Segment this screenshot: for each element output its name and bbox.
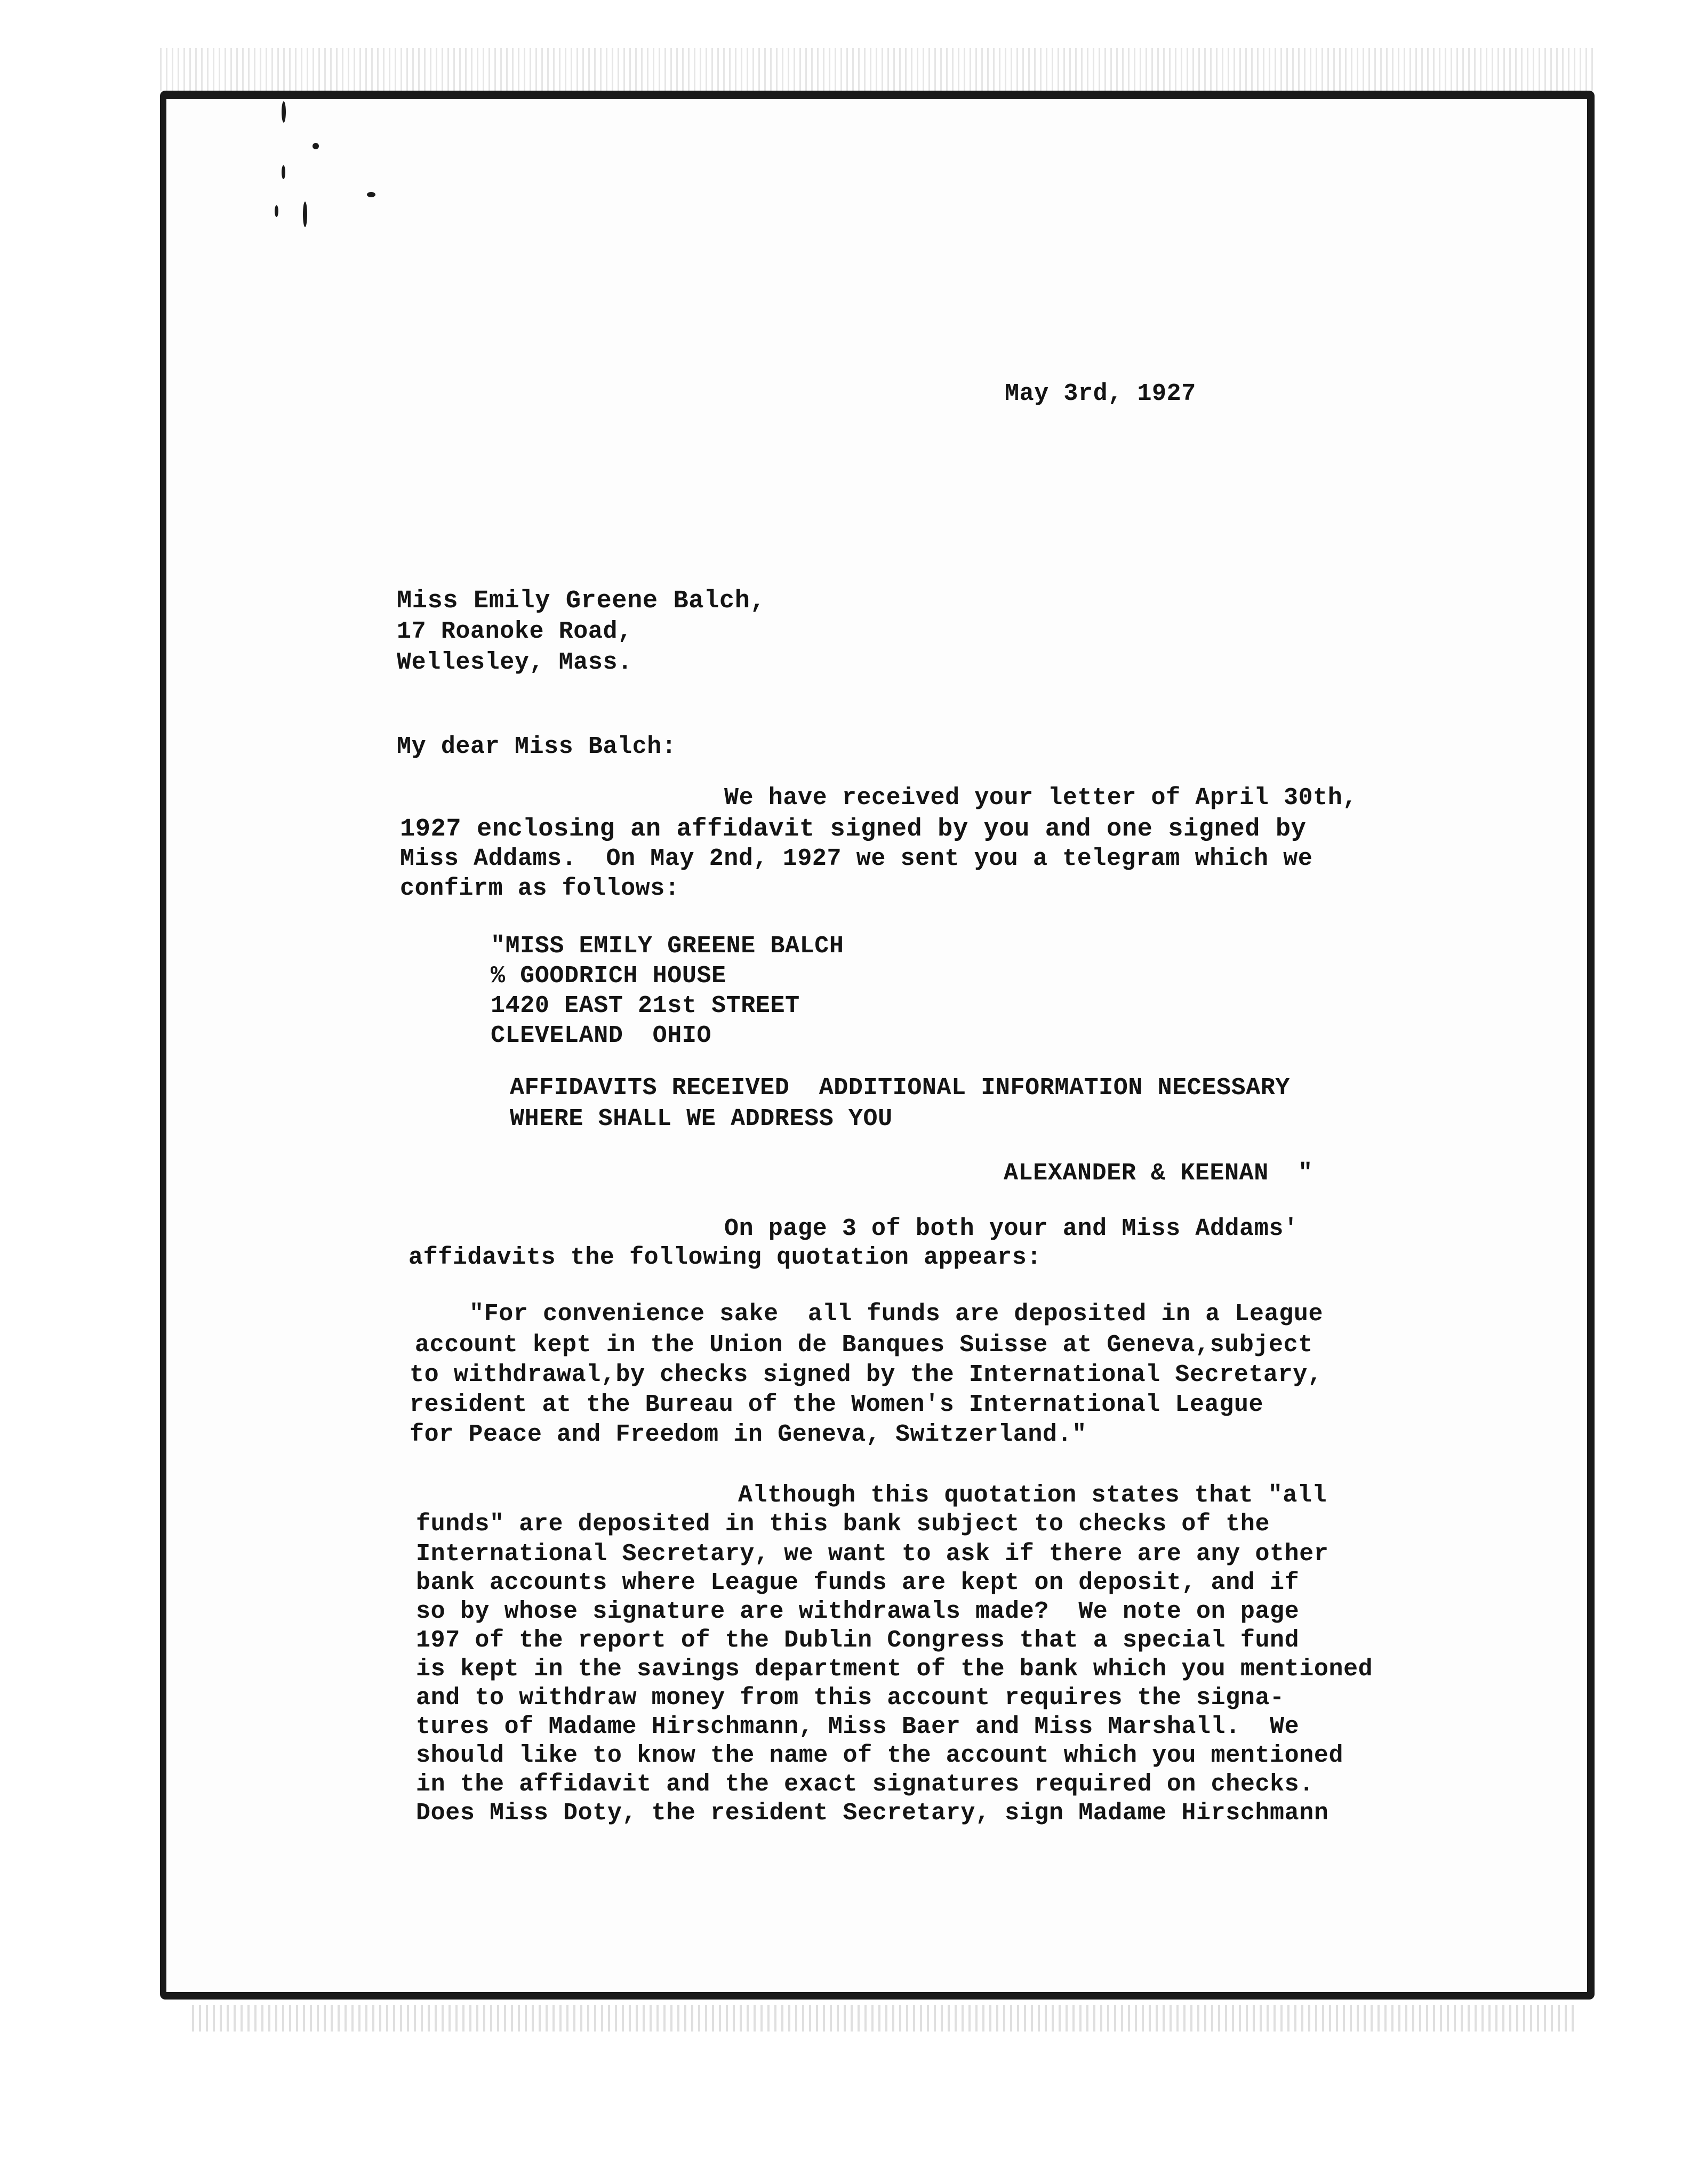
paragraph-line: bank accounts where League funds are kept on deposit, and if <box>416 1569 1300 1596</box>
margin-mark <box>282 101 286 123</box>
quotation-line: resident at the Bureau of the Women's International League <box>410 1391 1264 1418</box>
margin-mark <box>303 202 307 227</box>
paragraph-line: We have received your letter of April 30th, <box>724 784 1357 812</box>
paragraph-line: Miss Addams. On May 2nd, 1927 we sent you a telegram which we <box>400 845 1313 872</box>
paragraph-line: International Secretary, we want to ask if there are any other <box>416 1540 1329 1568</box>
recipient-name: Miss Emily Greene Balch, <box>397 587 766 615</box>
quotation-line: to withdrawal,by checks signed by the International Secretary, <box>410 1361 1323 1388</box>
paragraph-line: and to withdraw money from this account requires the signa- <box>416 1684 1285 1712</box>
paragraph-line: in the affidavit and the exact signatures required on checks. <box>416 1771 1314 1798</box>
margin-mark <box>275 205 278 217</box>
paragraph-line: funds" are deposited in this bank subject to checks of the <box>416 1511 1270 1538</box>
quotation-line: "For convenience sake all funds are deposited in a League <box>469 1300 1324 1328</box>
paragraph-line: Although this quotation states that "all <box>738 1482 1327 1509</box>
telegram-body-line: WHERE SHALL WE ADDRESS YOU <box>510 1105 893 1133</box>
paragraph-line: 197 of the report of the Dublin Congress that a special fund <box>416 1627 1300 1654</box>
paragraph-line: so by whose signature are withdrawals made? We note on page <box>416 1598 1300 1625</box>
scan-edge-bottom <box>192 2005 1579 2032</box>
paragraph-line: Does Miss Doty, the resident Secretary, sign Madame Hirschmann <box>416 1800 1329 1827</box>
quotation-line: for Peace and Freedom in Geneva, Switzerland." <box>410 1421 1087 1448</box>
paragraph-line: should like to know the name of the account which you mentioned <box>416 1742 1344 1769</box>
telegram-address-line: "MISS EMILY GREENE BALCH <box>491 933 844 960</box>
paragraph-line: confirm as follows: <box>400 875 680 902</box>
quotation-line: account kept in the Union de Banques Suisse at Geneva,subject <box>415 1331 1313 1359</box>
margin-mark <box>313 143 319 149</box>
scan-edge-top <box>160 48 1595 91</box>
telegram-address-line: % GOODRICH HOUSE <box>491 962 726 990</box>
paragraph-line: On page 3 of both your and Miss Addams' <box>724 1215 1299 1242</box>
salutation: My dear Miss Balch: <box>397 733 677 760</box>
paragraph-line: affidavits the following quotation appears: <box>409 1244 1042 1271</box>
telegram-signature: ALEXANDER & KEENAN " <box>1004 1160 1313 1187</box>
paragraph-line: is kept in the savings department of the bank which you mentioned <box>416 1656 1373 1683</box>
telegram-address-line: 1420 EAST 21st STREET <box>491 992 800 1019</box>
letter-date: May 3rd, 1927 <box>1005 380 1196 407</box>
telegram-address-line: CLEVELAND OHIO <box>491 1022 712 1049</box>
recipient-street: 17 Roanoke Road, <box>397 618 632 645</box>
telegram-body-line: AFFIDAVITS RECEIVED ADDITIONAL INFORMATION NECESSARY <box>510 1074 1291 1102</box>
recipient-city: Wellesley, Mass. <box>397 649 632 676</box>
margin-mark <box>367 192 375 197</box>
paragraph-line: 1927 enclosing an affidavit signed by you and one signed by <box>400 815 1307 844</box>
paragraph-line: tures of Madame Hirschmann, Miss Baer and Miss Marshall. We <box>416 1713 1300 1740</box>
margin-mark <box>282 165 285 179</box>
